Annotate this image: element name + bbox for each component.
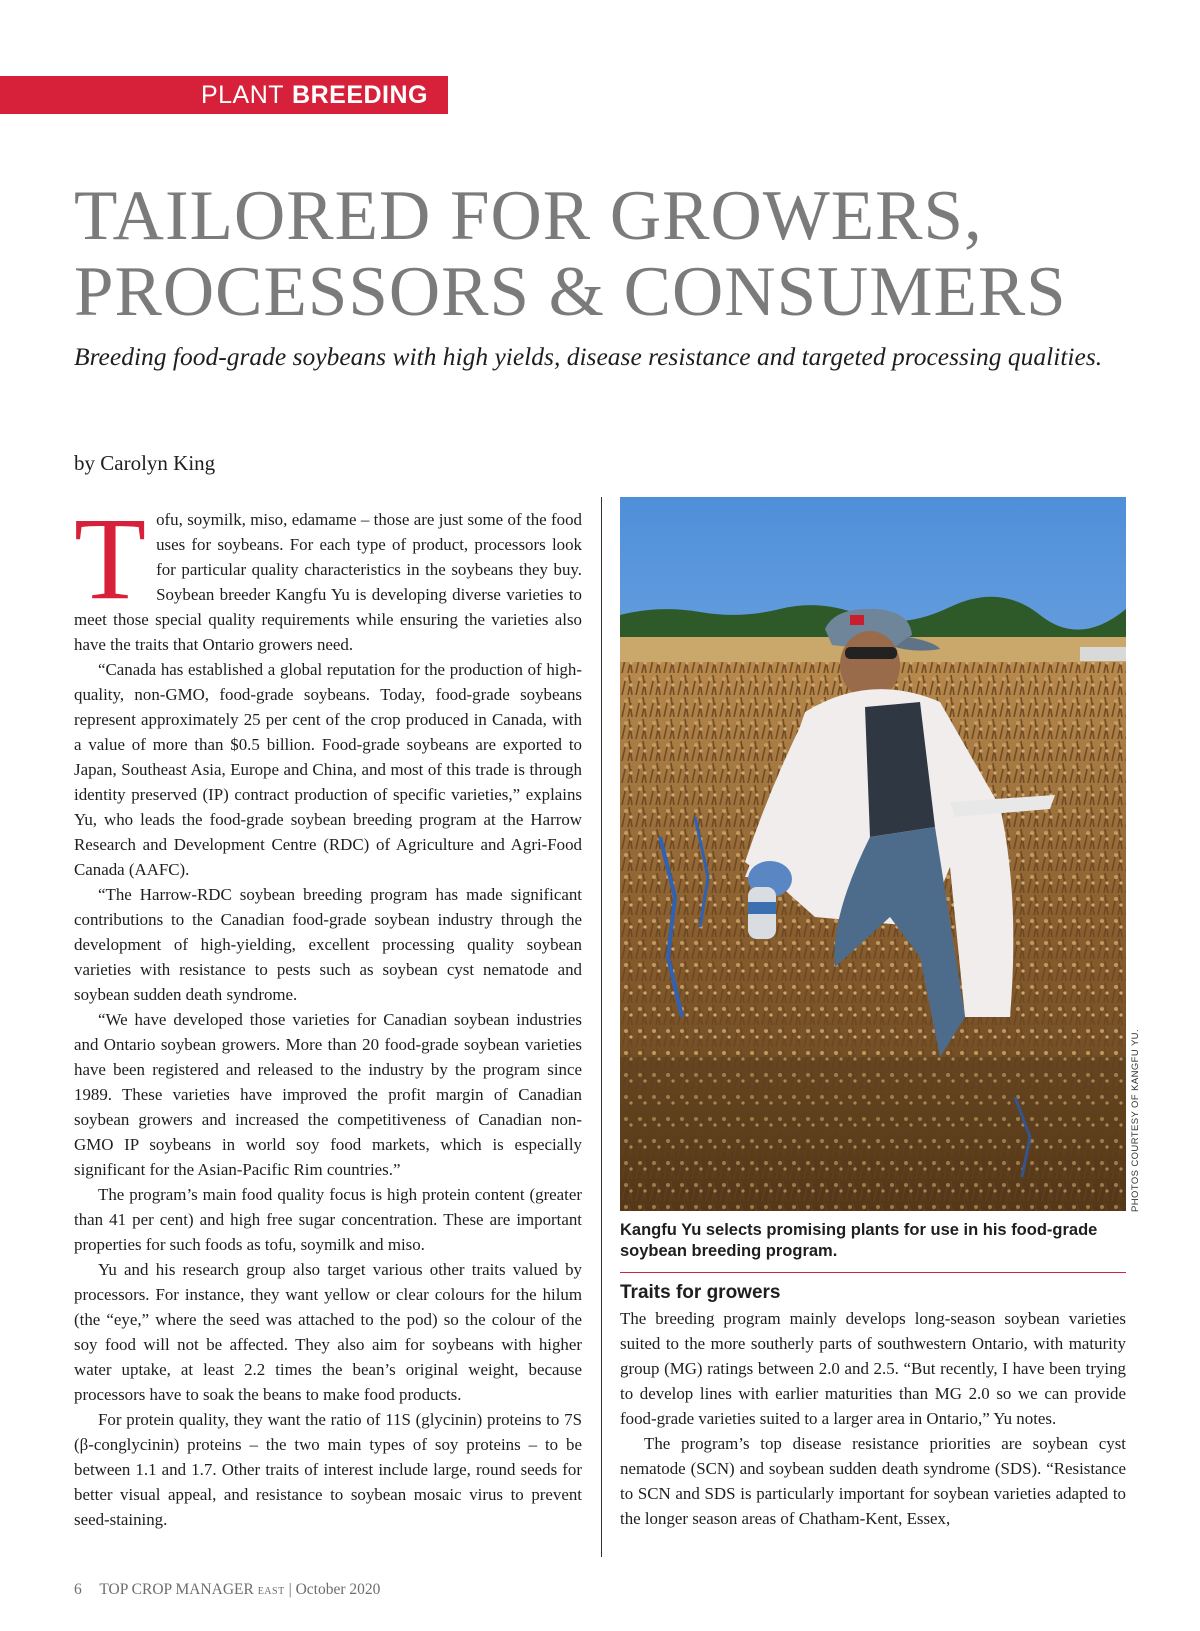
body-paragraph: “Canada has established a global reputation for the production of high-quality, non-GMO, food-grade soybeans. Today, food-grade soybeans represent approximately 25 per cent of the crop produced in Canada, with a value of more than $0.5 billion. Food-grade soybeans are exported to Japan, Southeast Asia, Europe and China, and most of this trade is through identity preserved (IP) contract production of specific varieties,” explains Yu, who leads the food-grade soybean breeding program at the Harrow Research and Development Centre (RDC) of Agriculture and Agri-Food Canada (AAFC).: [74, 660, 582, 879]
body-paragraph: Yu and his research group also target various other traits valued by processors. For instance, they want yellow or clear colours for the hilum (the “eye,” where the seed was attached to the pod) so the colour of the soy food will not be affected. They also aim for soybeans with higher water uptake, at least 2.2 times the bean’s original weight, because processors have to soak the beans to make food products.: [74, 1260, 582, 1404]
section-label-bold: BREEDING: [292, 80, 428, 109]
caption-rule: [620, 1272, 1126, 1273]
headline: [74, 178, 1174, 330]
body-paragraph: The breeding program mainly develops long-season soybean varieties suited to the more southerly parts of southwestern Ontario, with maturity group (MG) ratings between 2.0 and 2.5. “But recently, I have been trying to develop lines with earlier maturities than MG 2.0 so we can provide food-grade varieties suited to a larger area in Ontario,” Yu notes.: [620, 1309, 1126, 1428]
magazine-edition: EAST: [257, 1586, 285, 1597]
body-paragraph: [74, 493, 582, 657]
paragraph-text: ofu, soymilk, miso, edamame – those are just some of the food uses for soybeans. For each type of product, processors look for particular quality characteristics in the soybeans they buy. Soybean breeder Kangfu Yu is developing diverse varieties to meet those special quality requirements while ensuring the varieties also have the traits that Ontario growers need.: [74, 510, 582, 654]
headline-line-1: TAILORED FOR GROWERS,: [74, 177, 983, 255]
feature-photo: [620, 497, 1126, 1211]
left-column: [74, 493, 582, 1532]
subhead-traits-for-growers: Traits for growers: [620, 1282, 781, 1303]
byline: by Carolyn King: [74, 451, 216, 475]
body-paragraph: “We have developed those varieties for Canadian soybean industries and Ontario soybean growers. More than 20 food-grade soybean varieties have been registered and released to the industry by the program since 1989. These varieties have improved the profit margin of Canadian soybean growers and increased the competitiveness of Canadian non-GMO IP soybeans in world soy food markets, which is especially significant for the Asian-Pacific Rim countries.”: [74, 1010, 582, 1179]
body-paragraph: The program’s main food quality focus is high protein content (greater than 41 per cent) and high free sugar concentration. These are important properties for such foods as tofu, soymilk and miso.: [74, 1185, 582, 1254]
photo-credit: PHOTOS COURTESY OF KANGFU YU.: [1130, 1029, 1141, 1212]
page-number: 6: [74, 1581, 82, 1598]
deck: Breeding food-grade soybeans with high yields, disease resistance and targeted processing qualities.: [74, 342, 1103, 371]
body-paragraph: For protein quality, they want the ratio of 11S (glycinin) proteins to 7S (β-conglycinin) proteins – the two main types of soy proteins – to be between 1.1 and 1.7. Other traits of interest include large, round seeds for better visual appeal, and resistance to soybean mosaic virus to prevent seed-staining.: [74, 1410, 582, 1529]
body-paragraph: The program’s top disease resistance priorities are soybean cyst nematode (SCN) and soybean sudden death syndrome (SDS). “Resistance to SCN and SDS is particularly important for soybean varieties adapted to the longer season areas of Chatham-Kent, Essex,: [620, 1434, 1126, 1528]
footer-separator: |: [288, 1581, 292, 1598]
page-footer: [74, 1581, 380, 1599]
section-label: [0, 76, 448, 114]
photo-illustration: [620, 497, 1126, 1211]
headline-line-2: PROCESSORS & CONSUMERS: [74, 253, 1067, 331]
photo-caption: Kangfu Yu selects promising plants for use in his food-grade soybean breeding program.: [620, 1221, 1098, 1260]
issue-date: October 2020: [295, 1581, 381, 1598]
drop-cap: T: [74, 493, 147, 624]
right-column: [620, 1306, 1126, 1531]
column-divider: [601, 497, 602, 1557]
magazine-name: TOP CROP MANAGER: [99, 1581, 254, 1598]
section-label-light: PLANT: [200, 80, 285, 109]
body-paragraph: “The Harrow-RDC soybean breeding program has made significant contributions to the Canadian food-grade soybean industry through the development of high-yielding, excellent processing quality soybean varieties with resistance to pests such as soybean cyst nematode and soybean sudden death syndrome.: [74, 885, 582, 1004]
